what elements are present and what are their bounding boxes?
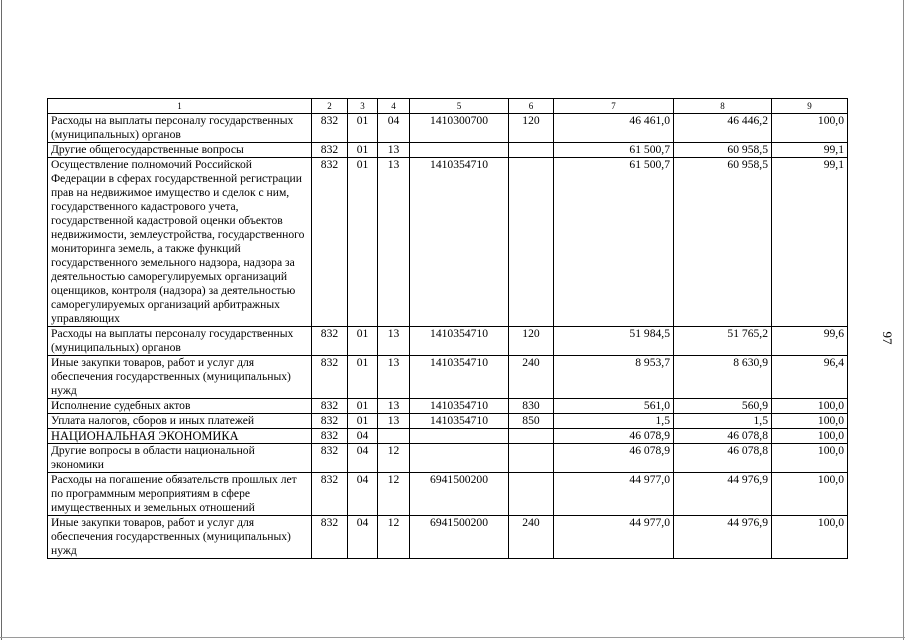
column-number: 6 xyxy=(509,99,554,114)
expense-name: Расходы на погашение обязательств прошлых лет по программным мероприятиям в сфере имущественных и земельных отношений xyxy=(48,473,312,516)
table-row xyxy=(48,399,848,414)
execution-percent: 100,0 xyxy=(772,473,848,516)
column-number: 8 xyxy=(674,99,772,114)
column-number: 4 xyxy=(378,99,410,114)
target-article-code: 1410354710 xyxy=(410,327,509,356)
subsection-code: 04 xyxy=(378,114,410,143)
ministry-code: 832 xyxy=(312,114,348,143)
ministry-code: 832 xyxy=(312,444,348,473)
column-number: 7 xyxy=(554,99,674,114)
section-code: 04 xyxy=(348,429,378,444)
target-article-code: 6941500200 xyxy=(410,473,509,516)
planned-amount: 561,0 xyxy=(554,399,674,414)
expense-name: Исполнение судебных актов xyxy=(48,399,312,414)
planned-amount: 8 953,7 xyxy=(554,356,674,399)
expense-type-code xyxy=(509,444,554,473)
subsection-code: 13 xyxy=(378,414,410,429)
planned-amount: 1,5 xyxy=(554,414,674,429)
planned-amount: 61 500,7 xyxy=(554,158,674,327)
target-article-code xyxy=(410,143,509,158)
expense-name: Осуществление полномочий Российской Федерации в сферах государственной регистрации прав на недвижимое имущество и сделок с ним, государственного кадастрового учета, государственной кадастровой оценки объектов недвижимости, землеустройства, государственного мониторинга земель, а также функций государственного земельного надзора, надзора за деятельностью саморегулируемых организаций оценщиков, контроля (надзора) за деятельностью саморегулируемых организаций арбитражных управляющих xyxy=(48,158,312,327)
expense-type-code: 120 xyxy=(509,114,554,143)
execution-percent: 99,1 xyxy=(772,143,848,158)
target-article-code: 1410300700 xyxy=(410,114,509,143)
execution-percent: 100,0 xyxy=(772,516,848,559)
section-code: 04 xyxy=(348,473,378,516)
planned-amount: 51 984,5 xyxy=(554,327,674,356)
executed-amount: 44 976,9 xyxy=(674,516,772,559)
expense-type-code: 120 xyxy=(509,327,554,356)
execution-percent: 100,0 xyxy=(772,414,848,429)
execution-percent: 99,1 xyxy=(772,158,848,327)
planned-amount: 46 461,0 xyxy=(554,114,674,143)
expense-type-code xyxy=(509,429,554,444)
expense-type-code: 850 xyxy=(509,414,554,429)
ministry-code: 832 xyxy=(312,327,348,356)
expense-name: Другие вопросы в области национальной экономики xyxy=(48,444,312,473)
subsection-code: 13 xyxy=(378,143,410,158)
executed-amount: 60 958,5 xyxy=(674,143,772,158)
column-number: 3 xyxy=(348,99,378,114)
ministry-code: 832 xyxy=(312,516,348,559)
executed-amount: 560,9 xyxy=(674,399,772,414)
section-code: 01 xyxy=(348,414,378,429)
table-row xyxy=(48,414,848,429)
budget-table xyxy=(47,98,848,559)
executed-amount: 60 958,5 xyxy=(674,158,772,327)
column-number: 5 xyxy=(410,99,509,114)
ministry-code: 832 xyxy=(312,158,348,327)
expense-name: НАЦИОНАЛЬНАЯ ЭКОНОМИКА xyxy=(48,429,312,444)
section-code: 01 xyxy=(348,158,378,327)
execution-percent: 99,6 xyxy=(772,327,848,356)
section-code: 04 xyxy=(348,516,378,559)
expense-type-code xyxy=(509,158,554,327)
section-code: 04 xyxy=(348,444,378,473)
execution-percent: 96,4 xyxy=(772,356,848,399)
section-code: 01 xyxy=(348,356,378,399)
table-row xyxy=(48,327,848,356)
table-row xyxy=(48,473,848,516)
planned-amount: 61 500,7 xyxy=(554,143,674,158)
section-code: 01 xyxy=(348,327,378,356)
table-row xyxy=(48,158,848,327)
executed-amount: 51 765,2 xyxy=(674,327,772,356)
execution-percent: 100,0 xyxy=(772,429,848,444)
executed-amount: 46 446,2 xyxy=(674,114,772,143)
subsection-code: 12 xyxy=(378,473,410,516)
planned-amount: 46 078,9 xyxy=(554,444,674,473)
executed-amount: 46 078,8 xyxy=(674,429,772,444)
subsection-code: 13 xyxy=(378,158,410,327)
table-row xyxy=(48,143,848,158)
table-row xyxy=(48,429,848,444)
planned-amount: 46 078,9 xyxy=(554,429,674,444)
execution-percent: 100,0 xyxy=(772,399,848,414)
expense-name: Иные закупки товаров, работ и услуг для обеспечения государственных (муниципальных) нужд xyxy=(48,356,312,399)
subsection-code: 12 xyxy=(378,444,410,473)
scan-edge-right xyxy=(903,0,904,640)
execution-percent: 100,0 xyxy=(772,444,848,473)
ministry-code: 832 xyxy=(312,356,348,399)
scan-edge-bottom xyxy=(0,637,905,638)
expense-type-code xyxy=(509,473,554,516)
column-number: 2 xyxy=(312,99,348,114)
execution-percent: 100,0 xyxy=(772,114,848,143)
ministry-code: 832 xyxy=(312,414,348,429)
column-number: 1 xyxy=(48,99,312,114)
section-code: 01 xyxy=(348,143,378,158)
target-article-code: 1410354710 xyxy=(410,158,509,327)
ministry-code: 832 xyxy=(312,473,348,516)
table-row xyxy=(48,444,848,473)
subsection-code: 13 xyxy=(378,327,410,356)
table-row xyxy=(48,356,848,399)
expense-name: Расходы на выплаты персоналу государственных (муниципальных) органов xyxy=(48,114,312,143)
executed-amount: 46 078,8 xyxy=(674,444,772,473)
expense-name: Расходы на выплаты персоналу государственных (муниципальных) органов xyxy=(48,327,312,356)
expense-name: Уплата налогов, сборов и иных платежей xyxy=(48,414,312,429)
expense-type-code: 240 xyxy=(509,516,554,559)
target-article-code xyxy=(410,429,509,444)
target-article-code: 6941500200 xyxy=(410,516,509,559)
target-article-code xyxy=(410,444,509,473)
subsection-code xyxy=(378,429,410,444)
target-article-code: 1410354710 xyxy=(410,356,509,399)
planned-amount: 44 977,0 xyxy=(554,516,674,559)
executed-amount: 1,5 xyxy=(674,414,772,429)
expense-type-code xyxy=(509,143,554,158)
ministry-code: 832 xyxy=(312,143,348,158)
subsection-code: 12 xyxy=(378,516,410,559)
expense-name: Другие общегосударственные вопросы xyxy=(48,143,312,158)
page-number: 97 xyxy=(880,331,895,345)
expense-name: Иные закупки товаров, работ и услуг для обеспечения государственных (муниципальных) нужд xyxy=(48,516,312,559)
executed-amount: 44 976,9 xyxy=(674,473,772,516)
table-row xyxy=(48,516,848,559)
expense-type-code: 830 xyxy=(509,399,554,414)
subsection-code: 13 xyxy=(378,399,410,414)
subsection-code: 13 xyxy=(378,356,410,399)
ministry-code: 832 xyxy=(312,429,348,444)
section-code: 01 xyxy=(348,399,378,414)
executed-amount: 8 630,9 xyxy=(674,356,772,399)
target-article-code: 1410354710 xyxy=(410,414,509,429)
scan-edge-left xyxy=(1,0,2,640)
expense-type-code: 240 xyxy=(509,356,554,399)
column-number-row xyxy=(48,99,848,114)
column-number: 9 xyxy=(772,99,848,114)
ministry-code: 832 xyxy=(312,399,348,414)
target-article-code: 1410354710 xyxy=(410,399,509,414)
planned-amount: 44 977,0 xyxy=(554,473,674,516)
section-code: 01 xyxy=(348,114,378,143)
table-row xyxy=(48,114,848,143)
